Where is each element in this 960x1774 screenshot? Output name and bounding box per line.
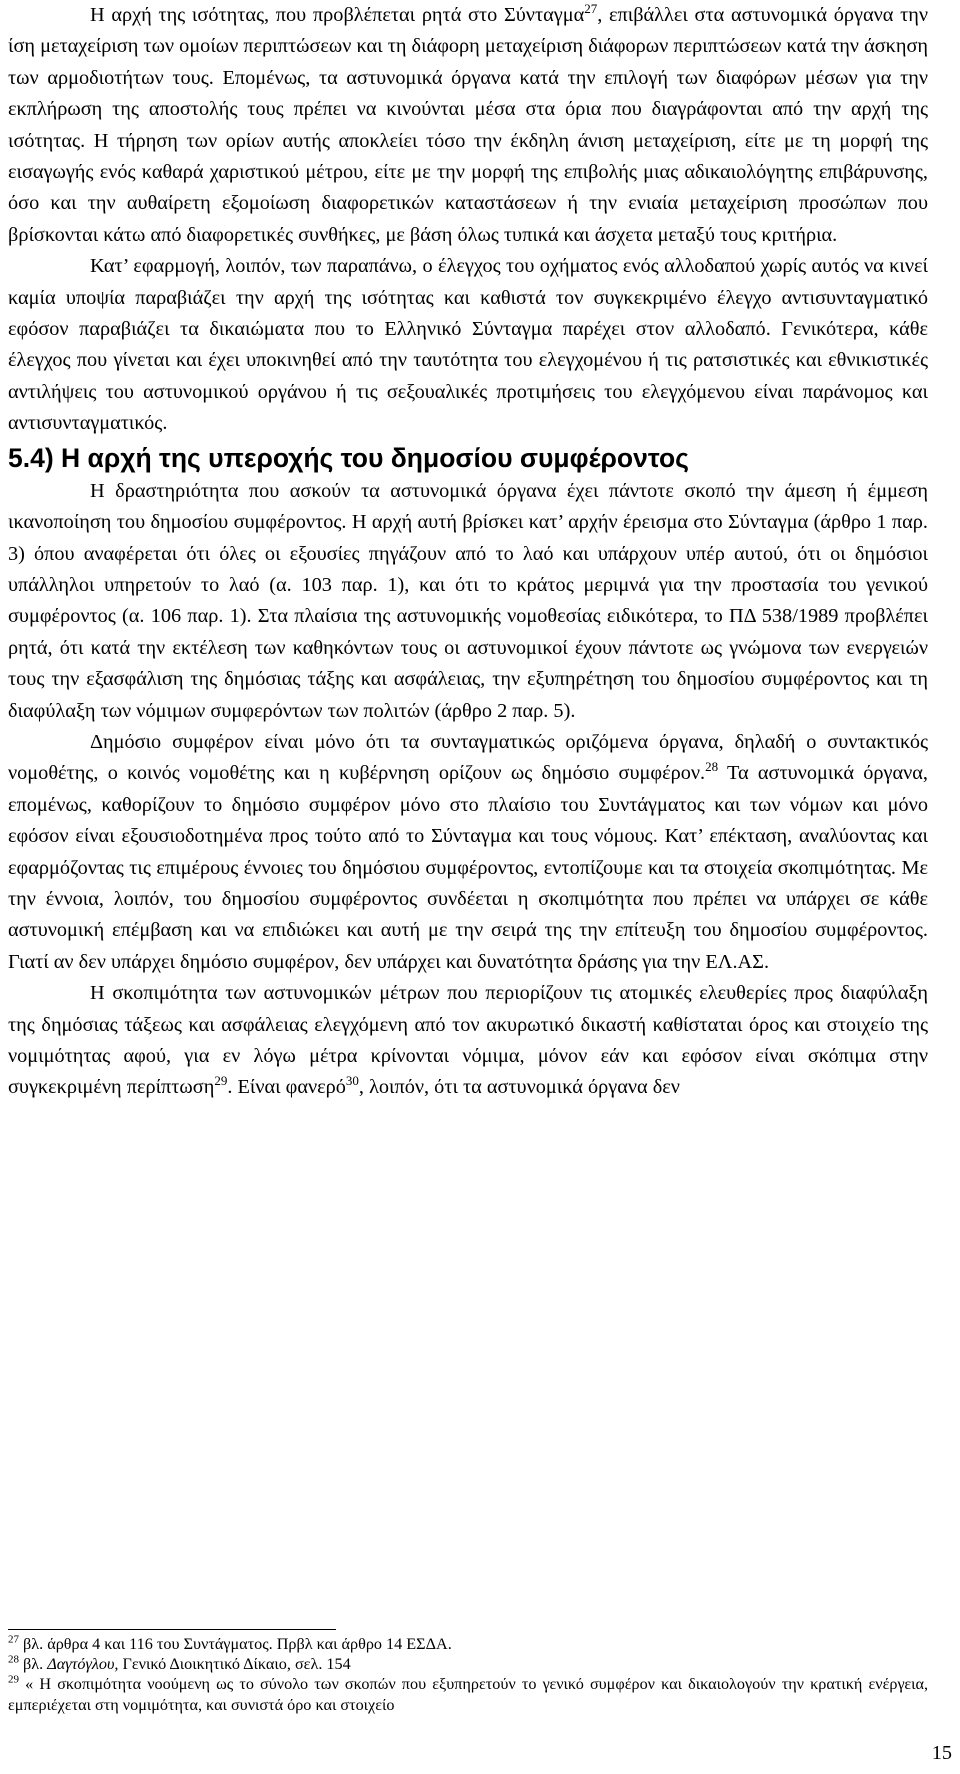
footnote-separator: [8, 1629, 336, 1630]
footnotes: [8, 1634, 928, 1715]
footnote-29: $^{29}$ « Η σκοπιμότητα νοούμενη ως το σύνολο των σκοπών που εξυπηρετούν το γενικό συμφέρον και δικαιολογούν την κρατική ενέργεια, εμπεριέχεται στη νομιμότητα, και συνιστά όρο και στοιχείο: [8, 1674, 929, 1714]
footnote-ref-29[interactable]: 29: [214, 1073, 228, 1089]
paragraph-vehicle-check: Κατ’ εφαρμογή, λοιπόν, των παραπάνω, ο έλεγχος του οχήματος ενός αλλοδαπού χωρίς αυτός να κινεί καμία υποψία παραβιάζει την αρχή της ισότητας και καθιστά τον συγκεκριμένο έλεγχο αντισυνταγματικό εφόσον παραβιάζει τα δικαιώματα που το Ελληνικό Σύνταγμα παρέχει στον αλλοδαπό. Γενικότερα, κάθε έλεγχος που γίνεται και έχει υποκινηθεί από την ταυτότητα του ελεγχομένου ή τις ρατσιστικές και εθνικιστικές αντιλήψεις του αστυνομικού οργάνου ή τις σεξουαλικές προτιμήσεις του ελεγχόμενου είναι παράνομος και αντισυνταγματικός.: [8, 255, 928, 435]
section-heading: 5.4) Η αρχή της υπεροχής του δημοσίου συμφέροντος: [8, 442, 689, 473]
footnote-28-author: Δαγτόγλου,: [47, 1655, 119, 1674]
footnote-27: $^{27}$ βλ. άρθρα 4 και 116 του Συντάγματος. Πρβλ και άρθρο 14 ΕΣΔΑ.: [8, 1633, 452, 1653]
body-text: [8, 0, 928, 1104]
footnote-ref-28[interactable]: 28: [705, 759, 719, 775]
footnote-28: $^{28}$ βλ. Δαγτόγλου, Γενικό Διοικητικό Δίκαιο, σελ. 154: [8, 1653, 351, 1674]
paragraph-expediency: Η σκοπιμότητα των αστυνομικών μέτρων που περιορίζουν τις ατομικές ελευθερίες προς διαφύλαξη της δημόσιας τάξεως και ασφάλειας ελεγχόμενη από τον ακυρωτικό δικαστή καθίσταται όρος και στοιχείο της νομιμότητας αφού, για εν λόγω μέτρα κρίνονται νόμιμα, μόνον εάν και εφόσον είναι σκόπιμα στην συγκεκριμένη περίπτωση$^{29}$. Είναι φανερό$^{30}$, λοιπόν, ότι τα αστυνομικά όργανα δεν: [8, 982, 928, 1099]
footnote-ref-27[interactable]: 27: [584, 1, 598, 17]
paragraph-public-interest: Η δραστηριότητα που ασκούν τα αστυνομικά όργανα έχει πάντοτε σκοπό την άμεση ή έμμεση ικανοποίηση του δημοσίου συμφέροντος. Η αρχή αυτή βρίσκει κατ’ αρχήν έρεισμα στο Σύνταγμα (άρθρο 1 παρ. 3) όπου αναφέρεται ότι όλες οι εξουσίες πηγάζουν από το λαό και υπάρχουν υπέρ αυτού, ότι οι δημόσιοι υπάλληλοι υπηρετούν το λαό (α. 103 παρ. 1), και ότι το κράτος μεριμνά για την προστασία του γενικού συμφέροντος (α. 106 παρ. 1). Στα πλαίσια της αστυνομικής νομοθεσίας ειδικότερα, το ΠΔ 538/1989 προβλέπει ρητά, ότι κατά την εκτέλεση των καθηκόντων τους οι αστυνομικοί έχουν πάντοτε ως γνώμονα των ενεργειών τους την εξασφάλιση της δημόσιας τάξης και ασφάλειας, την εξυπηρέτηση του δημοσίου συμφέροντος και τη διαφύλαξη των νόμιμων συμφερόντων των πολιτών (άρθρο 2 παρ. 5).: [8, 479, 928, 722]
paragraph-equality-principle: Η αρχή της ισότητας, που προβλέπεται ρητά στο Σύνταγμα$^{27}$, επιβάλλει στα αστυνομικά όργανα την ίση μεταχείριση των ομοίων περιπτώσεων και τη διάφορη μεταχείριση διάφορων περιπτώσεων κατά την άσκηση των αρμοδιοτήτων τους. Επομένως, τα αστυνομικά όργανα κατά την επιλογή των διαφόρων μέσων για την εκπλήρωση της αποστολής τους πρέπει να κινούνται μέσα στα όρια που διαγράφονται από την αρχή της ισότητας. Η τήρηση των ορίων αυτής αποκλείει τόσο την έκδηλη άνιση μεταχείριση, είτε με τη μορφή της εισαγωγής ενός καθαρά χαριστικού μέτρου, είτε με την μορφή της επιβολής μιας αδικαιολόγητης επιβάρυνσης, όσο και την αυθαίρετη εξομοίωση διαφορετικών καταστάσεων ή την ενιαία μεταχείριση προσώπων που βρίσκονται κάτω από διαφορετικές συνθήκες, με βάση όλως τυπικά και άσχετα μεταξύ τους κριτήρια.: [8, 1, 929, 246]
footnote-ref-30[interactable]: 30: [345, 1073, 359, 1089]
page-number: 15: [931, 1742, 952, 1764]
paragraph-public-interest-definition: Δημόσιο συμφέρον είναι μόνο ότι τα συνταγματικώς οριζόμενα όργανα, δηλαδή ο συντακτικός νομοθέτης, ο κοινός νομοθέτης και η κυβέρνηση ορίζουν ως δημόσιο συμφέρον.$^{28}$ Τα αστυνομικά όργανα, επομένως, καθορίζουν το δημόσιο συμφέρον μόνο στο πλαίσιο του Συντάγματος και των νόμων και μόνο εφόσον είναι εξουσιοδοτημένα προς τούτο από το Σύνταγμα και τους νόμους. Κατ’ επέκταση, αναλύοντας και εφαρμόζοντας τις επιμέρους έννοιες του δημόσιου συμφέροντος, εντοπίζουμε και τα στοιχεία σκοπιμότητας. Με την έννοια, λοιπόν, του δημοσίου συμφέροντος συνδέεται η σκοπιμότητα που πρέπει να υπάρχει σε κάθε αστυνομική επέμβαση και να επιδιώκει και αυτή με την σειρά της την επίτευξη του δημοσίου συμφέροντος. Γιατί αν δεν υπάρχει δημόσιο συμφέρον, δεν υπάρχει και δυνατότητα δράσης για την ΕΛ.ΑΣ.: [8, 730, 928, 973]
